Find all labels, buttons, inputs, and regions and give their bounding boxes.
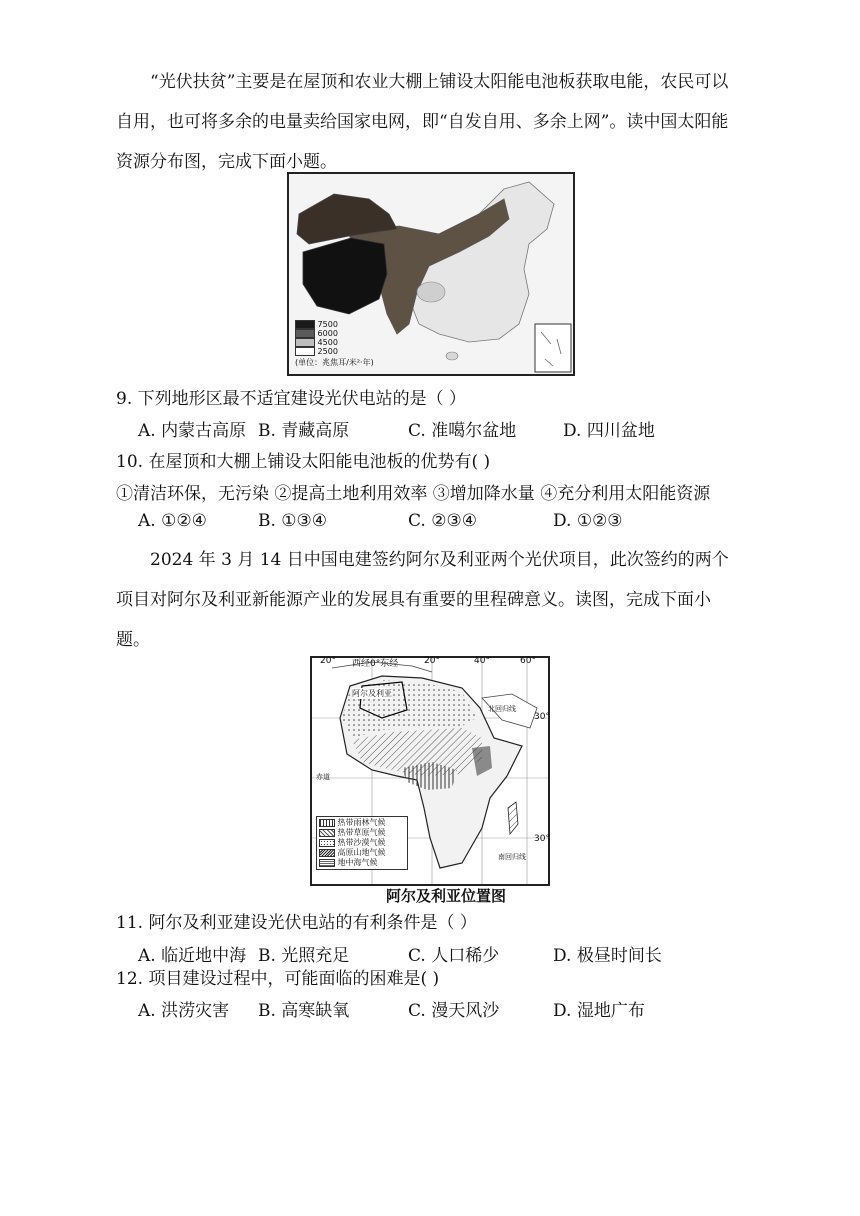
legend-item <box>319 818 405 828</box>
tropic-of-cancer-label: 北回归线 <box>488 705 516 713</box>
q12-option-a[interactable]: A. 洪涝灾害 <box>138 1001 230 1021</box>
africa-map-legend <box>316 816 408 870</box>
question-12-stem: 12. 项目建设过程中，可能面临的困难是( ) <box>116 969 440 989</box>
q11-option-a[interactable]: A. 临近地中海 <box>138 946 247 966</box>
top-label: 20° <box>424 656 440 666</box>
right-label: 30° <box>534 712 550 722</box>
algeria-label: 阿尔及利亚 <box>352 689 392 698</box>
q9-option-d[interactable]: D. 四川盆地 <box>563 421 655 441</box>
legend-value: 7500 <box>317 320 338 329</box>
legend-label: 地中海气候 <box>337 858 378 867</box>
legend-value: 4500 <box>317 338 338 347</box>
q12-option-c[interactable]: C. 漫天风沙 <box>408 1001 500 1021</box>
q10-option-d[interactable]: D. ①②③ <box>553 511 623 531</box>
q11-option-b[interactable]: B. 光照充足 <box>258 946 350 966</box>
q10-option-a[interactable]: A. ①②④ <box>138 511 207 531</box>
passage-1: “光伏扶贫”主要是在屋顶和农业大棚上铺设太阳能电池板获取电能，农民可以自用，也可将多余的电量卖给国家电网，即“自发自用、多余上网”。读中国太阳能资源分布图，完成下面小题。 <box>116 72 729 172</box>
top-label: 20° <box>320 656 336 666</box>
q11-option-c[interactable]: C. 人口稀少 <box>408 946 500 966</box>
question-9-stem: 9. 下列地形区最不适宜建设光伏电站的是（ ） <box>116 389 467 409</box>
legend-item <box>319 848 405 858</box>
q9-option-c[interactable]: C. 准噶尔盆地 <box>408 421 517 441</box>
legend-item <box>319 838 405 848</box>
top-label: 40° <box>474 656 490 666</box>
right-label: 30° <box>534 834 550 844</box>
passage-2: 2024 年 3 月 14 日中国电建签约阿尔及利亚两个光伏项目，此次签约的两个项目对阿尔及利亚新能源产业的发展具有重要的里程碑意义。读图，完成下面小题。 <box>116 550 729 650</box>
tropic-of-capricorn-label: 南回归线 <box>498 853 526 861</box>
question-10-statements: ①清洁环保，无污染 ②提高土地利用效率 ③增加降水量 ④充分利用太阳能资源 <box>116 484 711 504</box>
q9-option-b[interactable]: B. 青藏高原 <box>258 421 350 441</box>
q12-option-d[interactable]: D. 湿地广布 <box>553 1001 645 1021</box>
q10-option-b[interactable]: B. ①③④ <box>258 511 328 531</box>
q12-option-b[interactable]: B. 高寒缺氧 <box>258 1001 350 1021</box>
top-label: 60° <box>520 656 536 666</box>
africa-location-map <box>310 656 550 886</box>
china-map-legend <box>295 320 374 367</box>
africa-map-caption: 阿尔及利亚位置图 <box>386 887 507 905</box>
legend-label: 热带沙漠气候 <box>337 838 386 847</box>
legend-label: 热带雨林气候 <box>337 818 386 827</box>
china-map-unit: (单位：兆焦耳/米²·年) <box>295 358 374 367</box>
q9-option-a[interactable]: A. 内蒙古高原 <box>138 421 247 441</box>
legend-item <box>319 828 405 838</box>
legend-item <box>319 858 405 868</box>
china-solar-map <box>287 172 575 376</box>
question-11-stem: 11. 阿尔及利亚建设光伏电站的有利条件是（ ） <box>116 913 477 933</box>
legend-value: 2500 <box>317 347 338 356</box>
legend-value: 6000 <box>317 329 338 338</box>
legend-item <box>295 347 374 356</box>
legend-label: 热带草原气候 <box>337 828 386 837</box>
legend-item <box>295 329 374 338</box>
legend-item <box>295 338 374 347</box>
question-10-stem: 10. 在屋顶和大棚上铺设太阳能电池板的优势有( ) <box>116 452 491 472</box>
legend-item <box>295 320 374 329</box>
equator-label: 赤道 <box>316 773 330 781</box>
legend-label: 高原山地气候 <box>337 848 386 857</box>
top-label: 西经0°东经 <box>352 659 399 669</box>
q10-option-c[interactable]: C. ②③④ <box>408 511 477 531</box>
q11-option-d[interactable]: D. 极昼时间长 <box>553 946 662 966</box>
